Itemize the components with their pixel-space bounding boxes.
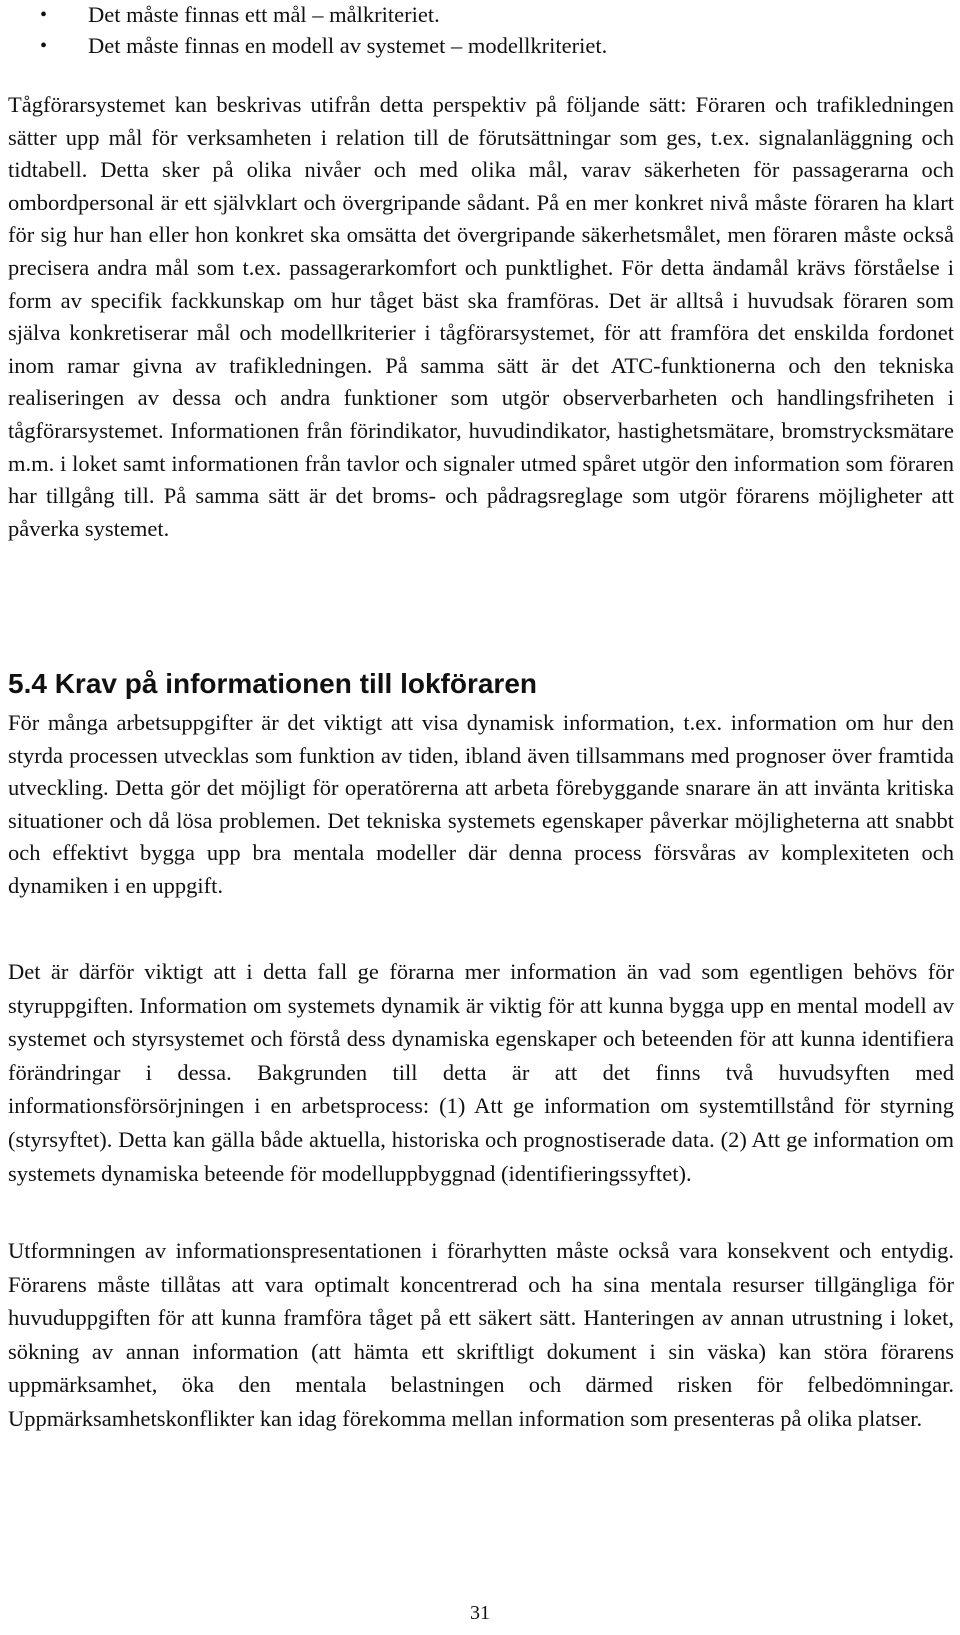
paragraph: Tågförarsystemet kan beskrivas utifrån detta perspektiv på följande sätt: Föraren och trafikledningen sätter upp mål för verksamheten i relation till de förutsättningar som ges, t.ex. signalanläggning och tidtabell. Detta sker på olika nivåer och med olika mål, varav säkerheten för passagerarna och ombordpersonal är ett självklart och övergripande sådant. På en mer konkret nivå måste föraren ha klart för sig hur han eller hon konkret ska omsätta det övergripande säkerhetsmålet, men föraren måste också precisera andra mål som t.ex. passagerarkomfort och punktlighet. För detta ändamål krävs förståelse i form av specifik fackkunskap om hur tåget bäst ska framföras. Det är alltså i huvudsak föraren som själva konkretiserar mål och modellkriterier i tågförarsystemet, för att framföra det enskilda fordonet inom ramar givna av trafikledningen. På samma sätt är det ATC-funktionerna och den tekniska realiseringen av dessa och andra funktioner som utgör observerbarheten och handlingsfriheten i tågförarsystemet. Informationen från förindikator, huvudindikator, hastighetsmätare, bromstrycksmätare m.m. i loket samt informationen från tavlor och signaler utmed spåret utgör den information som föraren har tillgång till. På samma sätt är det broms- och pådragsreglage som utgör förarens möjligheter att påverka systemet. <box>8 92 954 541</box>
paragraph: Utformningen av informationspresentationen i förarhytten måste också vara konsekvent och entydig. Förarens måste tillåtas att vara optimalt koncentrerad och ha sina mentala resurser tillgängliga för huvuduppgiften för att kunna framföra tåget på ett säkert sätt. Hanteringen av annan utrustning i loket, sökning av annan information (att hämta ett skriftligt dokument i sin väska) kan störa förarens uppmärksamhet, öka den mentala belastningen och därmed risken för felbedömningar. Uppmärksamhetskonflikter kan idag förekomma mellan information som presenteras på olika platser. <box>8 1238 954 1431</box>
paragraph: Det är därför viktigt att i detta fall ge förarna mer information än vad som egentligen behövs för styruppgiften. Information om systemets dynamik är viktig för att kunna bygga upp en mental modell av systemet och styrsystemet och förstå dess dynamiska egenskaper och beteenden för att kunna identifiera förändringar i dessa. Bakgrunden till detta är att det finns två huvudsyften med informationsförsörjningen i en arbetsprocess: (1) Att ge information om systemtillstånd för styrning (styrsyftet). Detta kan gälla både aktuella, historiska och prognostiserade data. (2) Att ge information om systemets dynamiska beteende för modelluppbyggnad (identifieringssyftet). <box>8 959 954 1186</box>
bullet-dot-icon: • <box>40 35 48 57</box>
bullet-text: Det måste finnas ett mål – målkriteriet. <box>88 2 440 27</box>
bullet-text: Det måste finnas en modell av systemet – modellkriteriet. <box>88 33 608 58</box>
section-heading: 5.4 Krav på informationen till lokföraren <box>8 668 538 699</box>
page-number: 31 <box>470 1602 490 1624</box>
paragraph: För många arbetsuppgifter är det viktigt att visa dynamisk information, t.ex. information om hur den styrda processen utvecklas som funktion av tiden, ibland även tillsammans med prognoser över framtida utveckling. Detta gör det möjligt för operatörerna att arbeta förebyggande snarare än att invänta kritiska situationer och då lösa problemen. Det tekniska systemets egenskaper påverkar möjligheterna att snabbt och effektivt bygga upp bra mentala modeller där denna process försvåras av komplexiteten och dynamiken i en uppgift. <box>8 710 954 898</box>
bullet-dot-icon: • <box>40 4 48 26</box>
